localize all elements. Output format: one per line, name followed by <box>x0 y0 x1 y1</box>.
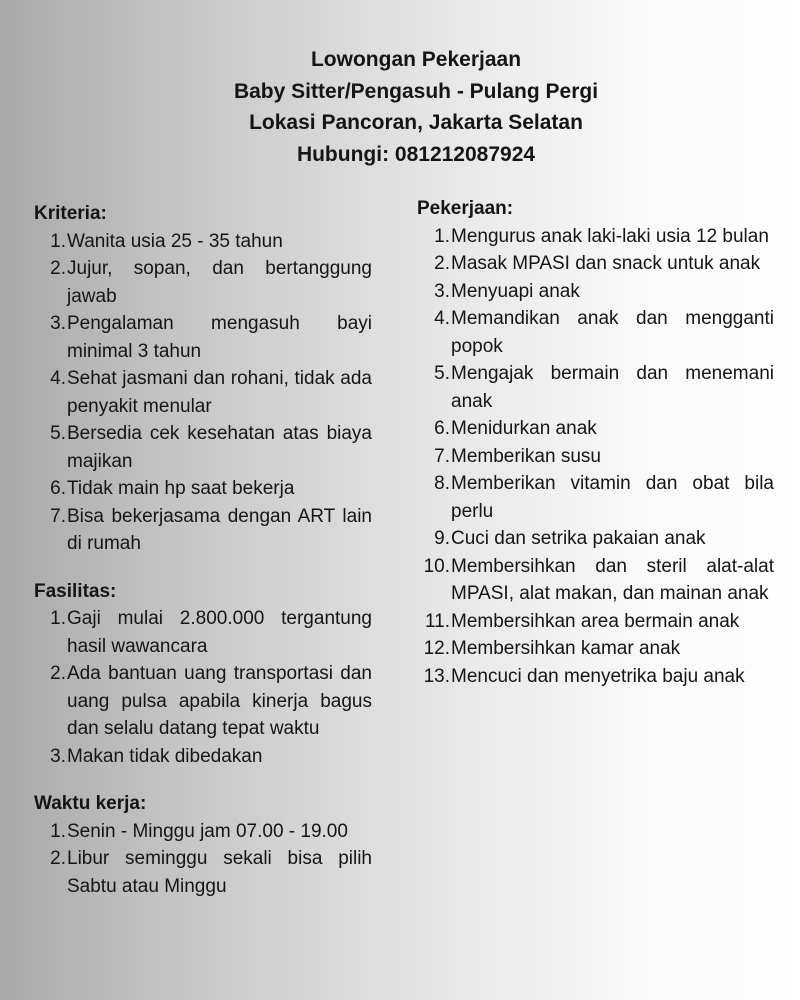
list-item-text: Senin - Minggu jam 07.00 - 19.00 <box>67 820 348 842</box>
list-item-text: Mengajak bermain dan menemani anak <box>451 363 774 412</box>
list-item-text: Wanita usia 25 - 35 tahun <box>67 230 283 252</box>
header-location: Lokasi Pancoran, Jakarta Selatan <box>249 111 583 134</box>
list-item <box>34 228 372 256</box>
list-item-number: 8. <box>434 473 450 494</box>
list-item-number: 2. <box>434 253 450 274</box>
list-item-number: 7. <box>50 505 66 527</box>
list-item-text: Gaji mulai 2.800.000 tergantung hasil wawancara <box>67 608 372 657</box>
list-item-text: Libur seminggu sekali bisa pilih Sabtu atau Minggu <box>67 848 372 897</box>
list-item <box>34 420 372 475</box>
list-item <box>34 818 372 846</box>
list-item-text: Cuci dan setrika pakaian anak <box>451 528 706 549</box>
list-fasilitas <box>34 605 372 770</box>
list-item-number: 1. <box>50 608 66 629</box>
list-item-number: 9. <box>434 528 450 549</box>
list-item <box>417 635 774 663</box>
list-item <box>34 310 372 365</box>
list-item-text: Membersihkan area bermain anak <box>451 610 740 632</box>
list-item-text: Menyuapi anak <box>451 280 580 302</box>
list-kriteria <box>34 228 372 558</box>
list-item <box>34 503 372 558</box>
list-item <box>417 415 774 443</box>
list-item-text: Memandikan anak dan mengganti popok <box>451 308 774 357</box>
list-item-text: Tidak main hp saat bekerja <box>67 478 295 499</box>
list-waktu-kerja <box>34 818 372 901</box>
list-item-number: 12. <box>423 638 450 659</box>
list-item-text: Menidurkan anak <box>451 418 597 439</box>
right-column <box>417 195 774 710</box>
section-title-kriteria: Kriteria: <box>34 203 107 224</box>
list-item-number: 4. <box>50 368 66 389</box>
left-column <box>34 200 372 920</box>
list-item-number: 13. <box>423 665 450 687</box>
list-item-number: 6. <box>50 478 66 499</box>
list-item-number: 2. <box>50 848 66 869</box>
list-item <box>417 608 774 636</box>
list-item-text: Makan tidak dibedakan <box>67 745 263 767</box>
section-fasilitas <box>34 578 372 771</box>
list-item <box>417 278 774 306</box>
list-item-number: 3. <box>50 745 66 767</box>
list-item-number: 4. <box>434 308 450 329</box>
list-item-text: Sehat jasmani dan rohani, tidak ada penyakit menular <box>67 368 372 417</box>
list-item-number: 2. <box>50 663 66 684</box>
list-item <box>34 365 372 420</box>
list-item-number: 1. <box>50 230 66 252</box>
list-item <box>34 605 372 660</box>
list-pekerjaan <box>417 223 774 691</box>
list-item-text: Mencuci dan menyetrika baju anak <box>451 665 745 687</box>
list-item <box>417 250 774 278</box>
list-item-number: 7. <box>434 445 450 467</box>
section-title-waktu-kerja: Waktu kerja: <box>34 793 147 814</box>
section-title-fasilitas: Fasilitas: <box>34 580 117 602</box>
list-item-text: Pengalaman mengasuh bayi minimal 3 tahun <box>67 313 372 362</box>
list-item-text: Bersedia cek kesehatan atas biaya majikan <box>67 423 372 472</box>
list-item-text: Bisa bekerjasama dengan ART lain di rumah <box>67 505 372 554</box>
list-item <box>417 360 774 415</box>
header-contact: Hubungi: 081212087924 <box>296 142 536 166</box>
list-item <box>417 663 774 691</box>
section-kriteria <box>34 200 372 558</box>
header-title: Lowongan Pekerjaan <box>310 48 522 71</box>
list-item <box>417 553 774 608</box>
list-item <box>34 845 372 900</box>
list-item <box>417 443 774 471</box>
job-header <box>0 44 800 170</box>
section-pekerjaan <box>417 195 774 690</box>
list-item-text: Memberikan susu <box>451 445 601 467</box>
list-item-number: 5. <box>434 363 450 384</box>
list-item-text: Membersihkan dan steril alat-alat MPASI, alat makan, dan mainan anak <box>451 555 774 604</box>
list-item <box>34 255 372 310</box>
list-item-text: Masak MPASI dan snack untuk anak <box>451 253 761 274</box>
list-item <box>34 660 372 743</box>
list-item-number: 1. <box>434 225 450 247</box>
list-item <box>417 305 774 360</box>
list-item <box>34 743 372 771</box>
list-item-number: 6. <box>434 418 450 439</box>
list-item-number: 1. <box>50 820 66 842</box>
list-item <box>417 525 774 553</box>
list-item-number: 3. <box>50 313 66 334</box>
list-item-number: 5. <box>50 423 66 444</box>
list-item-text: Jujur, sopan, dan bertanggung jawab <box>67 258 372 307</box>
list-item <box>417 223 774 251</box>
list-item-number: 11. <box>424 610 450 632</box>
list-item-number: 3. <box>434 280 450 302</box>
list-item-text: Ada bantuan uang transportasi dan uang pulsa apabila kinerja bagus dan selalu datang tepat waktu <box>67 663 372 739</box>
list-item-text: Memberikan vitamin dan obat bila perlu <box>451 473 774 522</box>
section-title-pekerjaan: Pekerjaan: <box>417 198 514 219</box>
list-item <box>417 470 774 525</box>
section-waktu-kerja <box>34 790 372 900</box>
list-item-text: Membersihkan kamar anak <box>451 638 681 659</box>
list-item-number: 2. <box>50 258 66 279</box>
header-position: Baby Sitter/Pengasuh - Pulang Pergi <box>233 79 599 103</box>
list-item <box>34 475 372 503</box>
list-item-number: 10. <box>423 555 450 577</box>
list-item-text: Mengurus anak laki-laki usia 12 bulan <box>451 225 769 247</box>
